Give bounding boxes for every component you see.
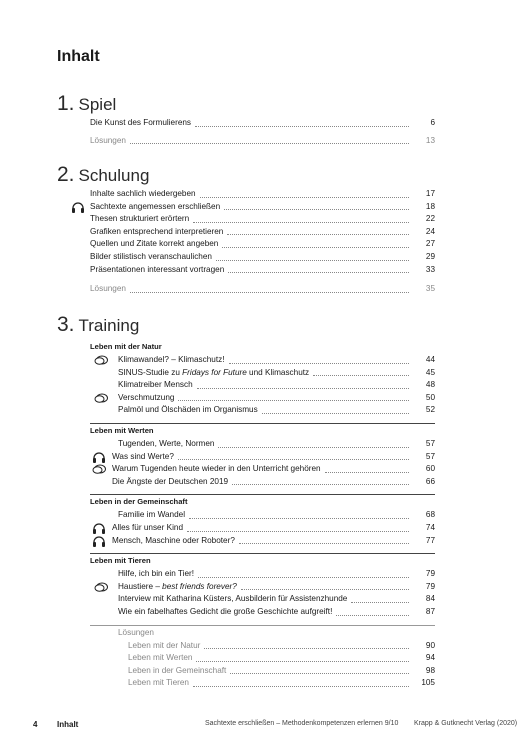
toc-section-1	[90, 117, 435, 147]
entry-label: Mensch, Maschine oder Roboter?	[112, 535, 235, 545]
speech-bubble-icon	[94, 393, 108, 404]
toc-entry[interactable]	[90, 226, 435, 239]
section-name: Spiel	[78, 95, 117, 114]
entry-label: Quellen und Zitate korrekt angeben	[90, 239, 219, 249]
entry-page: 48	[425, 380, 435, 390]
entry-page: 52	[425, 405, 435, 415]
entry-page: 29	[425, 251, 435, 261]
entry-label: Sachtexte angemessen erschließen	[90, 201, 221, 211]
group-heading: Leben mit der Natur	[90, 342, 162, 351]
toc-entry[interactable]	[90, 522, 435, 535]
solutions-heading-row	[90, 626, 435, 640]
entry-page: 13	[425, 135, 435, 145]
toc-entry-solutions[interactable]	[90, 652, 435, 665]
section-number: 2.	[57, 163, 75, 186]
entry-label: Die Kunst des Formulierens	[90, 118, 192, 127]
leader-dots	[336, 614, 409, 616]
entry-label: Die Ängste der Deutschen 2019	[112, 476, 229, 486]
section-heading-schulung	[57, 163, 149, 187]
section-name: Schulung	[78, 166, 150, 185]
section-number: 1.	[57, 92, 75, 115]
entry-page: 45	[425, 367, 435, 377]
leader-dots	[178, 458, 409, 460]
toc-entry[interactable]	[90, 251, 435, 264]
toc-entry[interactable]	[90, 354, 435, 367]
leader-dots	[351, 601, 409, 603]
leader-dots	[193, 685, 409, 687]
entry-label: Thesen strukturiert erörtern	[90, 214, 190, 224]
leader-dots	[196, 660, 409, 662]
entry-page: 24	[425, 226, 435, 236]
entry-label: Grafiken entsprechend interpretieren	[90, 226, 224, 236]
toc-entry[interactable]	[90, 201, 435, 214]
toc-entry[interactable]	[90, 404, 435, 417]
leader-dots	[130, 291, 409, 293]
section-heading-spiel	[57, 92, 116, 116]
speech-bubble-icon	[94, 355, 108, 366]
entry-page: 35	[425, 284, 435, 294]
entry-label: Tugenden, Werte, Normen	[118, 438, 215, 448]
leader-dots	[325, 471, 409, 473]
toc-entry[interactable]	[90, 463, 435, 476]
entry-page: 77	[425, 535, 435, 545]
toc-entry[interactable]	[90, 117, 435, 130]
leader-dots	[262, 412, 409, 414]
entry-page: 18	[425, 201, 435, 211]
footer-section: Inhalt	[57, 720, 79, 729]
toc-entry[interactable]	[90, 379, 435, 392]
footer-publisher: Krapp & Gutknecht Verlag (2020)	[414, 720, 518, 727]
toc-entry[interactable]	[90, 535, 435, 548]
entry-label: Leben mit der Natur	[128, 640, 201, 650]
entry-page: 66	[425, 476, 435, 486]
headphones-icon	[92, 452, 106, 463]
toc-entry[interactable]	[90, 568, 435, 581]
entry-label: Was sind Werte?	[112, 451, 174, 461]
entry-label: Lösungen	[90, 135, 126, 145]
leader-dots	[204, 647, 409, 649]
entry-label	[90, 367, 309, 380]
entry-page: 74	[425, 522, 435, 532]
leader-dots	[229, 362, 410, 364]
toc-entry[interactable]	[90, 367, 435, 380]
toc-entry[interactable]	[90, 438, 435, 451]
entry-label	[90, 581, 237, 594]
entry-page: 79	[425, 569, 435, 579]
leader-dots	[222, 246, 409, 248]
entry-page: 79	[425, 581, 435, 591]
leader-dots	[230, 672, 409, 674]
toc-entry[interactable]	[90, 593, 435, 606]
page-title: Inhalt	[57, 48, 100, 65]
toc-entry-solutions[interactable]	[90, 283, 435, 296]
entry-label: Klimawandel? – Klimaschutz!	[118, 355, 225, 364]
group-heading: Leben mit Tieren	[90, 556, 151, 566]
speech-bubble-icon	[92, 464, 106, 475]
leader-dots	[198, 576, 409, 578]
entry-label: Bilder stilistisch veranschaulichen	[90, 251, 212, 261]
entry-label: Leben mit Tieren	[128, 678, 189, 688]
page-number: 4	[33, 720, 38, 729]
leader-dots	[200, 196, 409, 198]
entry-label: Wie ein fabelhaftes Gedicht die große Geschichte aufgreift!	[118, 606, 333, 616]
toc-section-2	[90, 188, 435, 296]
entry-label: Hilfe, ich bin ein Tier!	[118, 569, 194, 579]
toc-entry-solutions[interactable]	[90, 665, 435, 678]
leader-dots	[216, 259, 409, 261]
section-number: 3.	[57, 313, 75, 336]
toc-entry[interactable]	[90, 606, 435, 619]
leader-dots	[239, 542, 409, 544]
entry-label: Leben in der Gemeinschaft	[128, 665, 227, 675]
entry-label-part: Haustiere –	[118, 581, 163, 591]
entry-label: Präsentationen interessant vortragen	[90, 264, 225, 274]
entry-page: 94	[425, 653, 435, 663]
entry-page: 68	[425, 510, 435, 520]
group-heading: Leben mit Werten	[90, 425, 154, 435]
toc-entry[interactable]	[90, 213, 435, 226]
entry-label-italic: Fridays for Future	[182, 367, 247, 377]
entry-page: 60	[425, 464, 435, 474]
entry-label: Interview mit Katharina Küsters, Ausbilderin für Assistenzhunde	[118, 594, 348, 604]
entry-page: 105	[421, 678, 435, 688]
toc-entry[interactable]	[90, 451, 435, 464]
leader-dots	[232, 483, 409, 485]
toc-entry[interactable]	[90, 509, 435, 522]
entry-label: Lösungen	[90, 284, 126, 294]
entry-label: Inhalte sachlich wiedergeben	[90, 189, 196, 198]
headphones-icon	[71, 202, 85, 213]
group-heading: Leben in der Gemeinschaft	[90, 497, 188, 507]
entry-label-italic: best friends forever?	[162, 581, 237, 591]
entry-label-part: SINUS-Studie zu	[118, 367, 183, 377]
toc-section-3	[90, 340, 435, 690]
toc-entry[interactable]	[90, 238, 435, 251]
entry-page: 44	[425, 355, 435, 364]
leader-dots	[227, 233, 409, 235]
toc-entry-solutions[interactable]	[90, 135, 435, 148]
headphones-icon	[92, 523, 106, 534]
toc-entry[interactable]	[90, 264, 435, 277]
leader-dots	[197, 387, 409, 389]
toc-entry[interactable]	[90, 476, 435, 489]
toc-entry-solutions[interactable]	[90, 640, 435, 653]
headphones-icon	[92, 536, 106, 547]
solutions-heading: Lösungen	[118, 627, 154, 637]
entry-page: 17	[425, 189, 435, 198]
section-name: Training	[78, 316, 140, 335]
entry-page: 6	[430, 118, 435, 127]
leader-dots	[193, 221, 409, 223]
leader-dots	[178, 399, 409, 401]
entry-label: Alles für unser Kind	[112, 522, 183, 532]
footer-series: Sachtexte erschließen – Methodenkompetenzen erlernen 9/10	[205, 720, 399, 727]
entry-page: 33	[425, 264, 435, 274]
entry-label: Klimatreiber Mensch	[118, 380, 193, 390]
toc-entry[interactable]	[90, 188, 435, 201]
toc-entry[interactable]	[90, 392, 435, 405]
toc-entry-solutions[interactable]	[90, 677, 435, 690]
entry-page: 22	[425, 214, 435, 224]
entry-page: 90	[425, 640, 435, 650]
leader-dots	[241, 588, 409, 590]
entry-page: 87	[425, 606, 435, 616]
entry-label: Warum Tugenden heute wieder in den Unterricht gehören	[112, 464, 321, 474]
entry-label: Verschmutzung	[118, 392, 175, 402]
entry-page: 98	[425, 665, 435, 675]
section-heading-training	[57, 313, 139, 337]
leader-dots	[187, 530, 409, 532]
entry-page: 50	[425, 392, 435, 402]
entry-page: 27	[425, 239, 435, 249]
entry-label: Familie im Wandel	[118, 510, 186, 520]
entry-label: Palmöl und Ölschäden im Organismus	[118, 405, 258, 415]
leader-dots	[130, 142, 409, 144]
entry-label-part: und Klimaschutz	[246, 367, 310, 377]
leader-dots	[313, 374, 409, 376]
entry-page: 57	[425, 451, 435, 461]
entry-page: 57	[425, 438, 435, 448]
leader-dots	[218, 446, 409, 448]
leader-dots	[228, 271, 409, 273]
leader-dots	[195, 125, 409, 127]
entry-page: 84	[425, 594, 435, 604]
entry-label: Leben mit Werten	[128, 653, 193, 663]
speech-bubble-icon	[94, 582, 108, 593]
leader-dots	[224, 208, 409, 210]
leader-dots	[189, 517, 409, 519]
toc-entry[interactable]	[90, 581, 435, 594]
